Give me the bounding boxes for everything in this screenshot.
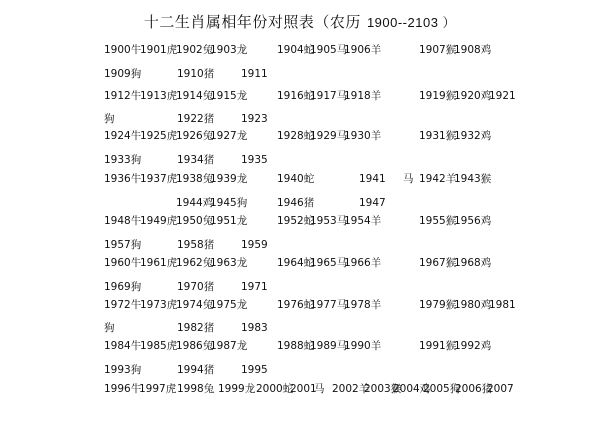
year-cell: 1917马 xyxy=(310,90,348,102)
year-cell: 1960牛 xyxy=(104,257,142,269)
year-cell: 1933狗 xyxy=(104,154,142,166)
year-cell: 1998兔 xyxy=(177,383,215,395)
year-cell: 1984牛 xyxy=(104,340,142,352)
year-cell: 1965马 xyxy=(310,257,348,269)
table-line xyxy=(0,151,600,169)
year-cell: 1924牛 xyxy=(104,130,142,142)
year-cell: 1950兔 xyxy=(176,215,214,227)
year-cell: 1914兔 xyxy=(176,90,214,102)
year-cell: 1931猴 xyxy=(419,130,457,142)
year-cell: 1976蛇 xyxy=(277,299,315,311)
year-cell: 1958猪 xyxy=(177,239,215,251)
year-cell: 1945狗 xyxy=(210,197,248,209)
year-cell: 1957狗 xyxy=(104,239,142,251)
year-cell: 1913虎 xyxy=(140,90,178,102)
year-cell: 1936牛 xyxy=(104,173,142,185)
year-cell: 1962兔 xyxy=(176,257,214,269)
year-cell: 1969狗 xyxy=(104,281,142,293)
year-cell: 1919猴 xyxy=(419,90,457,102)
year-cell: 1918羊 xyxy=(344,90,382,102)
table-line xyxy=(0,170,600,188)
year-cell: 1951龙 xyxy=(210,215,248,227)
year-cell: 1955猴 xyxy=(419,215,457,227)
year-cell: 1947 xyxy=(359,197,386,209)
year-cell: 2006猪 xyxy=(455,383,493,395)
year-cell: 1929马 xyxy=(310,130,348,142)
year-cell: 1921 xyxy=(489,90,516,102)
year-cell: 1979猴 xyxy=(419,299,457,311)
year-cell: 1930羊 xyxy=(344,130,382,142)
year-cell: 1996牛 xyxy=(104,383,142,395)
table-line xyxy=(0,194,600,212)
table-line xyxy=(0,361,600,379)
year-cell: 1943猴 xyxy=(454,173,492,185)
table-line xyxy=(0,110,600,128)
year-cell: 1912牛 xyxy=(104,90,142,102)
year-cell: 1915龙 xyxy=(210,90,248,102)
year-cell: 1975龙 xyxy=(210,299,248,311)
year-cell: 1935 xyxy=(241,154,268,166)
year-cell: 1989马 xyxy=(310,340,348,352)
year-cell: 1928蛇 xyxy=(277,130,315,142)
year-cell: 2001 xyxy=(290,383,317,395)
year-cell: 1977马 xyxy=(310,299,348,311)
year-cell: 1970猪 xyxy=(177,281,215,293)
table-line xyxy=(0,254,600,272)
year-cell: 1932鸡 xyxy=(454,130,492,142)
year-cell: 1905马 xyxy=(310,44,348,56)
year-cell: 1900牛 xyxy=(104,44,142,56)
table-line xyxy=(0,87,600,105)
year-cell: 1967猴 xyxy=(419,257,457,269)
year-cell: 1991猴 xyxy=(419,340,457,352)
year-cell: 狗 xyxy=(104,113,115,125)
year-cell: 1910猪 xyxy=(177,68,215,80)
year-cell: 狗 xyxy=(104,322,115,334)
table-line xyxy=(0,236,600,254)
year-cell: 1937虎 xyxy=(140,173,178,185)
year-cell: 1992鸡 xyxy=(454,340,492,352)
year-cell: 1920鸡 xyxy=(454,90,492,102)
table-line xyxy=(0,65,600,83)
year-cell: 1995 xyxy=(241,364,268,376)
year-cell: 1988蛇 xyxy=(277,340,315,352)
year-cell: 马 xyxy=(403,173,414,185)
year-cell: 1961虎 xyxy=(140,257,178,269)
year-cell: 1954羊 xyxy=(344,215,382,227)
year-cell: 1941 xyxy=(359,173,386,185)
year-cell: 2007 xyxy=(487,383,514,395)
year-cell: 1953马 xyxy=(310,215,348,227)
year-cell: 1926兔 xyxy=(176,130,214,142)
year-cell: 1906羊 xyxy=(344,44,382,56)
year-cell: 1982猪 xyxy=(177,322,215,334)
year-cell: 1987龙 xyxy=(210,340,248,352)
year-cell: 1973虎 xyxy=(140,299,178,311)
table-line xyxy=(0,41,600,59)
year-cell: 1983 xyxy=(241,322,268,334)
year-cell: 2002羊 xyxy=(332,383,370,395)
year-cell: 1990羊 xyxy=(344,340,382,352)
year-cell: 1925虎 xyxy=(140,130,178,142)
title-text: 十二生肖属相年份对照表（农历 xyxy=(143,13,361,31)
year-cell: 1923 xyxy=(241,113,268,125)
year-cell: 1974兔 xyxy=(176,299,214,311)
year-cell: 1938兔 xyxy=(176,173,214,185)
year-cell: 1901虎 xyxy=(140,44,178,56)
year-cell: 马 xyxy=(314,383,325,395)
year-cell: 1999龙 xyxy=(218,383,256,395)
year-cell: 1981 xyxy=(489,299,516,311)
year-cell: 1980鸡 xyxy=(454,299,492,311)
year-cell: 1963龙 xyxy=(210,257,248,269)
year-cell: 1949虎 xyxy=(140,215,178,227)
year-cell: 1927龙 xyxy=(210,130,248,142)
year-cell: 1971 xyxy=(241,281,268,293)
year-cell: 1907猴 xyxy=(419,44,457,56)
table-line xyxy=(0,319,600,337)
year-cell: 1952蛇 xyxy=(277,215,315,227)
year-cell: 1911 xyxy=(241,68,268,80)
year-cell: 1956鸡 xyxy=(454,215,492,227)
title-year-range: 1900--2103 ） xyxy=(366,15,457,30)
table-line xyxy=(0,337,600,355)
year-cell: 1940蛇 xyxy=(277,173,315,185)
year-cell: 2000蛇 xyxy=(256,383,294,395)
year-cell: 1902兔 xyxy=(176,44,214,56)
year-cell: 1904蛇 xyxy=(277,44,315,56)
year-cell: 1978羊 xyxy=(344,299,382,311)
year-cell: 1942羊 xyxy=(419,173,457,185)
year-cell: 1997虎 xyxy=(139,383,177,395)
year-cell: 1964蛇 xyxy=(277,257,315,269)
year-cell: 1908鸡 xyxy=(454,44,492,56)
year-cell: 1972牛 xyxy=(104,299,142,311)
year-cell: 2004鸡 xyxy=(393,383,431,395)
year-cell: 2003猴 xyxy=(364,383,402,395)
year-cell: 1922猪 xyxy=(177,113,215,125)
year-cell: 1986兔 xyxy=(176,340,214,352)
year-cell: 1909狗 xyxy=(104,68,142,80)
table-line xyxy=(0,296,600,314)
table-line xyxy=(0,380,600,398)
year-cell: 1948牛 xyxy=(104,215,142,227)
year-cell: 1934猪 xyxy=(177,154,215,166)
year-cell: 2005狗 xyxy=(423,383,461,395)
year-cell: 1916蛇 xyxy=(277,90,315,102)
year-cell: 1946猪 xyxy=(277,197,315,209)
year-cell: 1944鸡 xyxy=(176,197,214,209)
table-line xyxy=(0,278,600,296)
year-cell: 1993狗 xyxy=(104,364,142,376)
year-cell: 1968鸡 xyxy=(454,257,492,269)
table-line xyxy=(0,127,600,145)
year-cell: 1985虎 xyxy=(140,340,178,352)
year-cell: 1959 xyxy=(241,239,268,251)
table-line xyxy=(0,212,600,230)
year-cell: 1994猪 xyxy=(177,364,215,376)
page-title xyxy=(0,11,600,32)
year-cell: 1939龙 xyxy=(210,173,248,185)
year-cell: 1903龙 xyxy=(210,44,248,56)
year-cell: 1966羊 xyxy=(344,257,382,269)
